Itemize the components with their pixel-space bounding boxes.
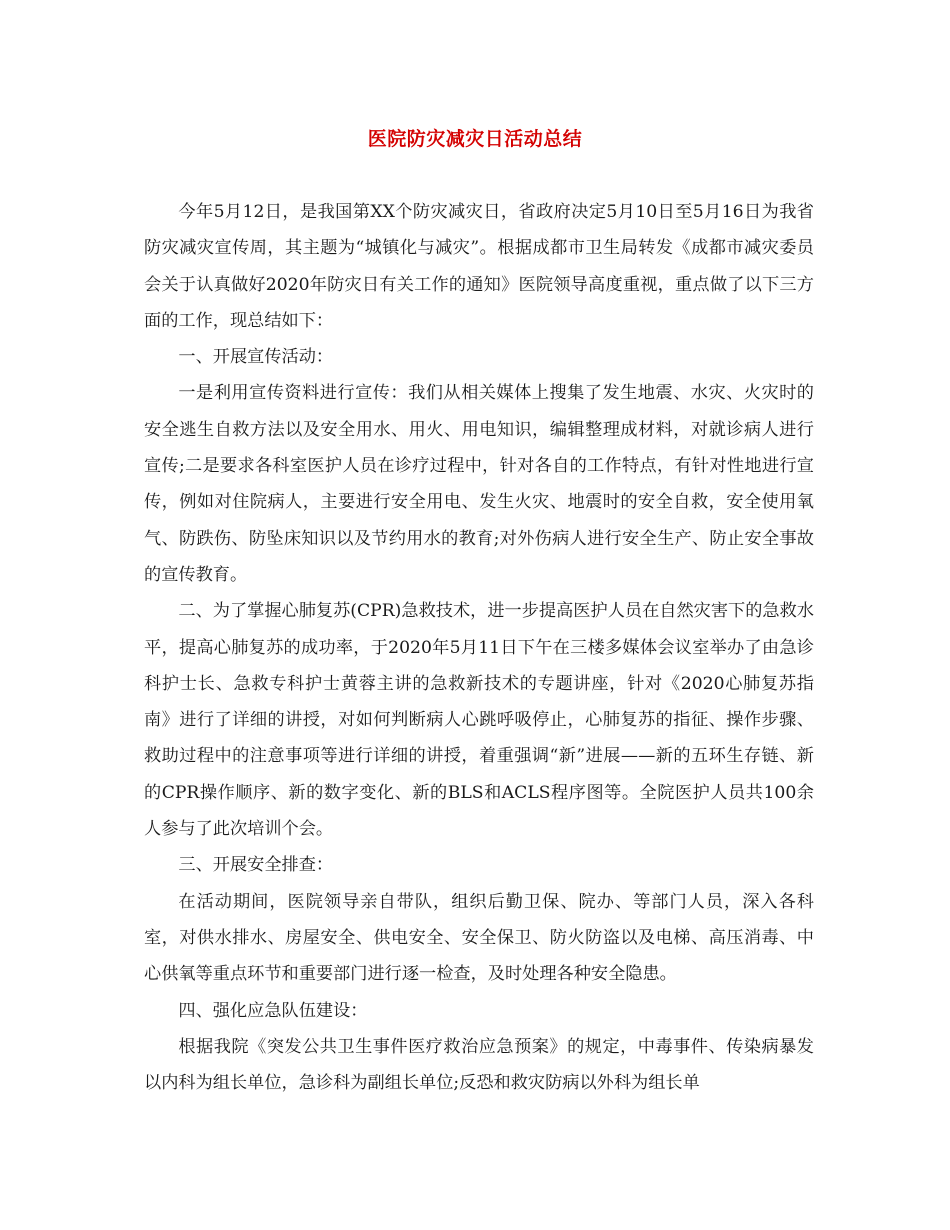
section-heading-1: 一、开展宣传活动： <box>178 347 334 368</box>
section-heading-3: 三、开展安全排查： <box>178 855 334 876</box>
section-heading-4: 四、强化应急队伍建设： <box>178 1000 368 1021</box>
section-1-paragraph: 一是利用宣传资料进行宣传：我们从相关媒体上搜集了发生地震、水灾、火灾时的安全逃生自救方法以及安全用水、用火、用电知识，编辑整理成材料，对就诊病人进行宣传;二是要求各科室医护人员在诊疗过程中，针对各自的工作特点，有针对性地进行宣传，例如对住院病人，主要进行安全用电、发生火灾、地震时的安全自救，安全使用氧气、防跌伤、防坠床知识以及节约用水的教育;对外伤病人进行安全生产、防止安全事故的宣传教育。 <box>144 383 814 585</box>
section-2-paragraph: 二、为了掌握心肺复苏(CPR)急救技术，进一步提高医护人员在自然灾害下的急救水平，提高心肺复苏的成功率，于2020年5月11日下午在三楼多媒体会议室举办了由急诊科护士长、急救专科护士黄蓉主讲的急救新技术的专题讲座，针对《2020心肺复苏指南》进行了详细的讲授，对如何判断病人心跳呼吸停止，心肺复苏的指征、操作步骤、救助过程中的注意事项等进行详细的讲授，着重强调“新”进展——新的五环生存链、新的CPR操作顺序、新的数字变化、新的BLS和ACLS程序图等。全院医护人员共100余人参与了此次培训个会。 <box>144 601 814 840</box>
section-4-paragraph: 根据我院《突发公共卫生事件医疗救治应急预案》的规定，中毒事件、传染病暴发以内科为组长单位，急诊科为副组长单位;反恐和救灾防病以外科为组长单 <box>144 1036 814 1094</box>
document-body <box>144 194 814 1101</box>
document-title: 医院防灾减灾日活动总结 <box>367 128 583 150</box>
intro-paragraph: 今年5月12日，是我国第XX个防灾减灾日，省政府决定5月10日至5月16日为我省防灾减灾宣传周，其主题为“城镇化与减灾”。根据成都市卫生局转发《成都市减灾委员会关于认真做好2020年防灾日有关工作的通知》医院领导高度重视，重点做了以下三方面的工作，现总结如下： <box>144 202 814 331</box>
section-3-paragraph: 在活动期间，医院领导亲自带队，组织后勤卫保、院办、等部门人员，深入各科室，对供水排水、房屋安全、供电安全、安全保卫、防火防盗以及电梯、高压消毒、中心供氧等重点环节和重要部门进行逐一检查，及时处理各种安全隐患。 <box>144 891 814 985</box>
